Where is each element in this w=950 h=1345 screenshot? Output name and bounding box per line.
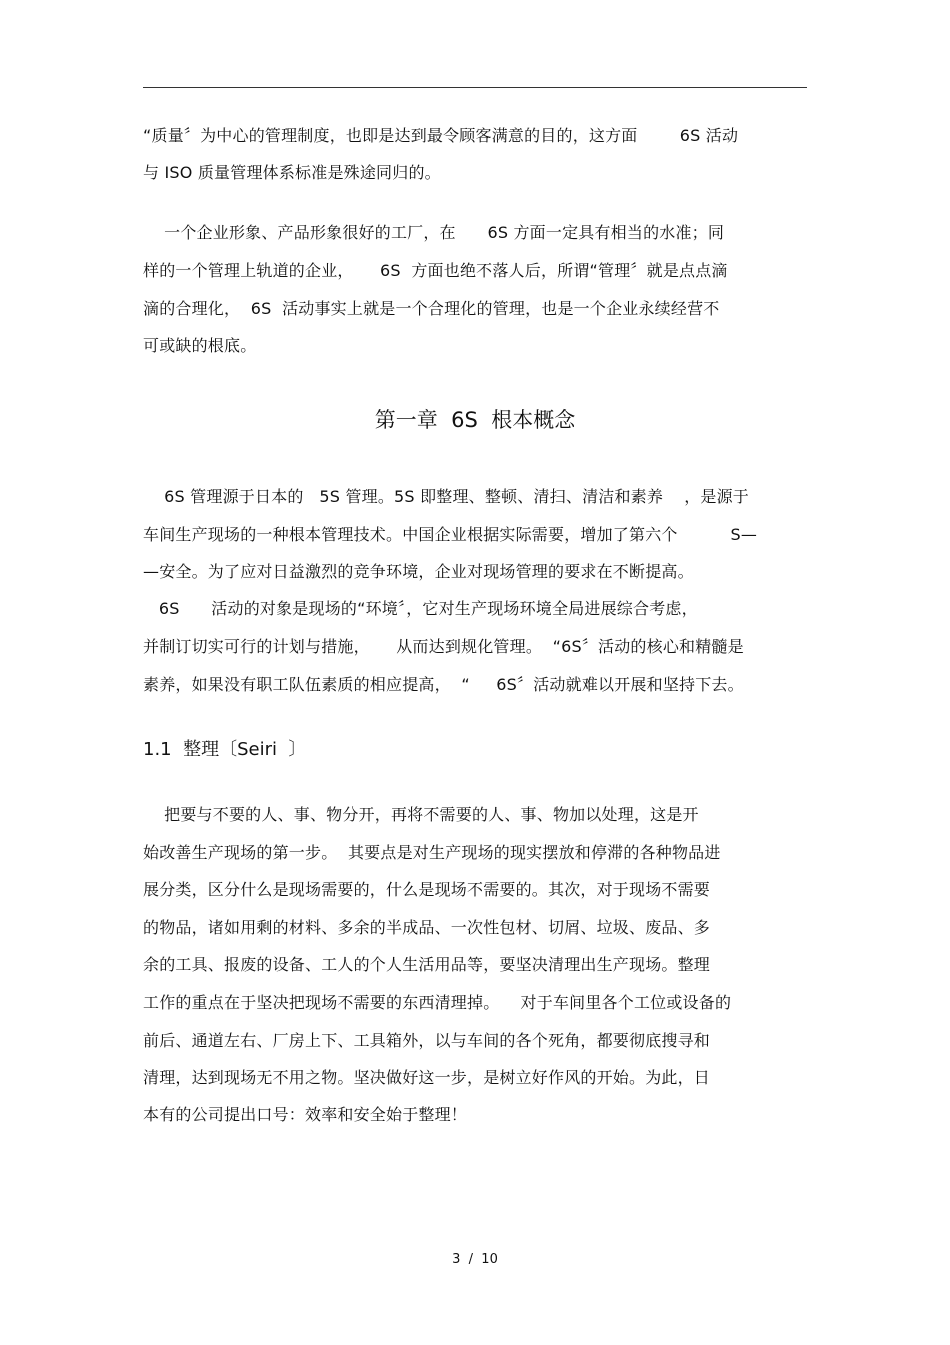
- chapter-p1-line-4: 6S 活动的对象是现场的“环境〞，它对生产现场环境全局进展综合考虑，: [143, 599, 698, 618]
- section-p1-line-5: 余的工具、报废的设备、工人的个人生活用品等，要坚决清理出生产现场。整理: [143, 955, 711, 974]
- section-p1-line-4: 的物品，诸如用剩的材料、多余的半成品、一次性包材、切屑、垃圾、废品、多: [143, 918, 711, 937]
- intro-p1-line-1: “质量〞为中心的管理制度，也即是达到最令顾客满意的目的，这方面 6S 活动: [143, 126, 739, 145]
- chapter-p1-line-6: 素养，如果没有职工队伍素质的相应提高， “ 6S〞活动就难以开展和坚持下去。: [143, 675, 744, 694]
- header-rule: [143, 87, 807, 88]
- intro-p1-line-2: 与 ISO 质量管理体系标准是殊途同归的。: [143, 163, 441, 182]
- section-title: 1.1 整理〔Seiri 〕: [143, 739, 307, 760]
- intro-p2-line-3: 滴的合理化， 6S 活动事实上就是一个合理化的管理，也是一个企业永续经营不: [143, 299, 720, 318]
- section-p1-line-2: 始改善生产现场的第一步。 其要点是对生产现场的现实摆放和停滞的各种物品进: [143, 843, 721, 862]
- section-p1-line-7: 前后、通道左右、厂房上下、工具箱外，以与车间的各个死角，都要彻底搜寻和: [143, 1031, 711, 1050]
- chapter-p1-line-3: —安全。为了应对日益激烈的竞争环境，企业对现场管理的要求在不断提高。: [143, 562, 694, 581]
- chapter-title: 第一章 6S 根本概念: [374, 408, 576, 432]
- section-p1-line-1: 把要与不要的人、事、物分开，再将不需要的人、事、物加以处理，这是开: [143, 805, 699, 824]
- section-p1-line-9: 本有的公司提出口号：效率和安全始于整理！: [143, 1105, 468, 1124]
- section-p1-line-6: 工作的重点在于坚决把现场不需要的东西清理掉。 对于车间里各个工位或设备的: [143, 993, 732, 1012]
- chapter-p1-line-5: 并制订切实可行的计划与措施， 从而达到规化管理。 “6S〞活动的核心和精髓是: [143, 637, 744, 656]
- page-number: 3 / 10: [452, 1252, 498, 1267]
- section-p1-line-3: 展分类，区分什么是现场需要的，什么是现场不需要的。其次，对于现场不需要: [143, 880, 711, 899]
- chapter-p1-line-2: 车间生产现场的一种根本管理技术。中国企业根据实际需要，增加了第六个 S—: [143, 525, 758, 544]
- intro-p2-line-2: 样的一个管理上轨道的企业， 6S 方面也绝不落人后，所谓“管理〞就是点点滴: [143, 261, 728, 280]
- section-p1-line-8: 清理，达到现场无不用之物。坚决做好这一步，是树立好作风的开始。为此，日: [143, 1068, 711, 1087]
- intro-p2-line-4: 可或缺的根底。: [143, 336, 257, 355]
- intro-p2-line-1: 一个企业形象、产品形象很好的工厂，在 6S 方面一定具有相当的水准；同: [143, 223, 725, 242]
- chapter-p1-line-1: 6S 管理源于日本的 5S 管理。5S 即整理、整顿、清扫、清洁和素养 ，是源于: [143, 487, 750, 506]
